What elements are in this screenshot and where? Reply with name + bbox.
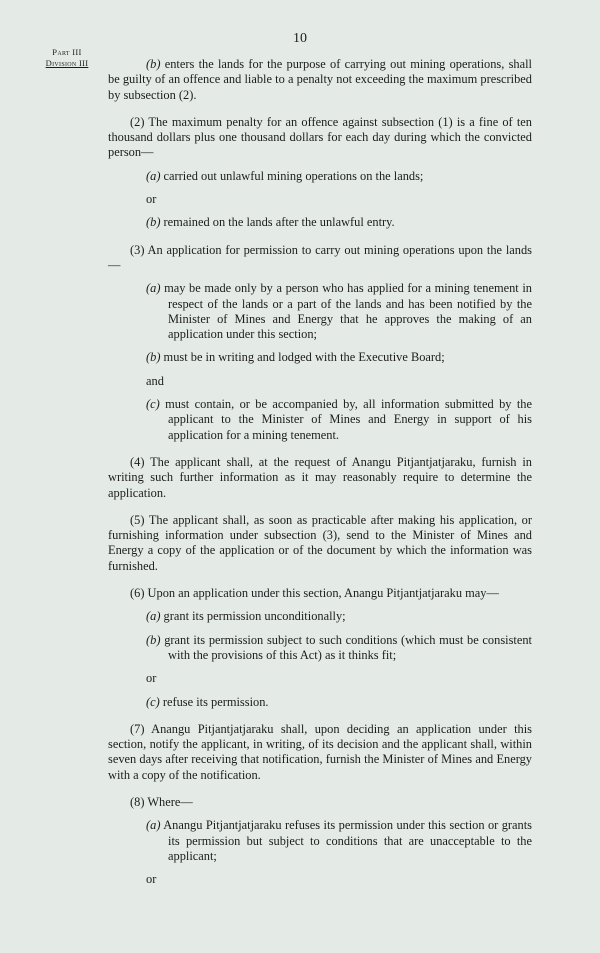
subsection-8: (8) Where—: [130, 794, 193, 809]
item-label: (b): [146, 350, 161, 365]
item-label: (a): [146, 168, 161, 183]
subsection-8a: [108, 818, 532, 864]
document-body: [108, 57, 532, 887]
item-label: (b): [146, 215, 161, 230]
subsection-3a: [108, 281, 532, 342]
division-label: Division III: [45, 58, 89, 68]
item-label: (b): [146, 57, 161, 71]
item-text: remained on the lands after the unlawful entry.: [160, 215, 395, 230]
conjunction-or: or: [146, 671, 157, 686]
item-text: must contain, or be accompanied by, all information submitted by the applicant to the Minister of Mines and Energy in support of his application for a mining tenement.: [159, 397, 532, 442]
item-text: carried out unlawful mining operations on the lands;: [160, 168, 424, 183]
subsection-4: (4) The applicant shall, at the request of Anangu Pitjantjatjaraku, furnish in writing such further information as it may reasonably require to determine the application.: [108, 454, 532, 500]
item-text: must be in writing and lodged with the Executive Board;: [160, 350, 445, 365]
item-text: refuse its permission.: [159, 694, 269, 709]
item-text: Anangu Pitjantjatjaraku refuses its permission under this section or grants its permission but subject to conditions that are unacceptable to the applicant;: [160, 818, 532, 863]
margin-note: [36, 47, 98, 69]
item-label: (a): [146, 281, 161, 296]
subsection-6a: [108, 609, 532, 624]
paragraph-1b: [108, 57, 532, 103]
item-text: may be made only by a person who has applied for a mining tenement in respect of the lands or a part of the lands and has been notified by the Minister of Mines and Energy that he approves the making of an application under this section;: [160, 281, 532, 342]
subsection-3: (3) An application for permission to carry out mining operations upon the lands—: [108, 242, 532, 272]
item-text: grant its permission unconditionally;: [160, 609, 346, 624]
subsection-6: (6) Upon an application under this section, Anangu Pitjantjatjaraku may—: [130, 586, 499, 601]
subsection-6c: [108, 695, 532, 710]
conjunction-and: and: [146, 373, 164, 388]
item-label: (c): [146, 397, 160, 412]
subsection-2: (2) The maximum penalty for an offence against subsection (1) is a fine of ten thousand dollars plus one thousand dollars for each day during which the convicted person—: [108, 114, 532, 160]
subsection-3c: [108, 397, 532, 443]
subsection-2a: [108, 169, 532, 184]
item-label: (a): [146, 609, 161, 624]
part-label: Part III: [52, 47, 82, 57]
subsection-3b: [108, 350, 532, 365]
item-label: (a): [146, 818, 161, 833]
page-number: 10: [293, 31, 307, 46]
conjunction-or: or: [146, 192, 157, 207]
subsection-7: (7) Anangu Pitjantjatjaraku shall, upon deciding an application under this section, notify the applicant, in writing, of its decision and the applicant shall, within seven days after receiving that notification, furnish the Minister of Mines and Energy with a copy of the notification.: [108, 721, 532, 782]
subsection-5: (5) The applicant shall, as soon as practicable after making his application, or furnishing information under subsection (3), send to the Minister of Mines and Energy a copy of the application or of the document by which the information was furnished.: [108, 512, 532, 573]
subsection-2b: [108, 215, 532, 230]
item-text: enters the lands for the purpose of carrying out mining operations, shall be guilty of an offence and liable to a penalty not exceeding the maximum prescribed by subsection (2).: [108, 57, 532, 102]
subsection-6b: [108, 633, 532, 664]
item-label: (b): [146, 632, 161, 647]
item-label: (c): [146, 694, 160, 709]
conjunction-or: or: [146, 872, 157, 887]
item-text: grant its permission subject to such conditions (which must be consistent with the provisions of this Act) as it thinks fit;: [160, 632, 532, 662]
